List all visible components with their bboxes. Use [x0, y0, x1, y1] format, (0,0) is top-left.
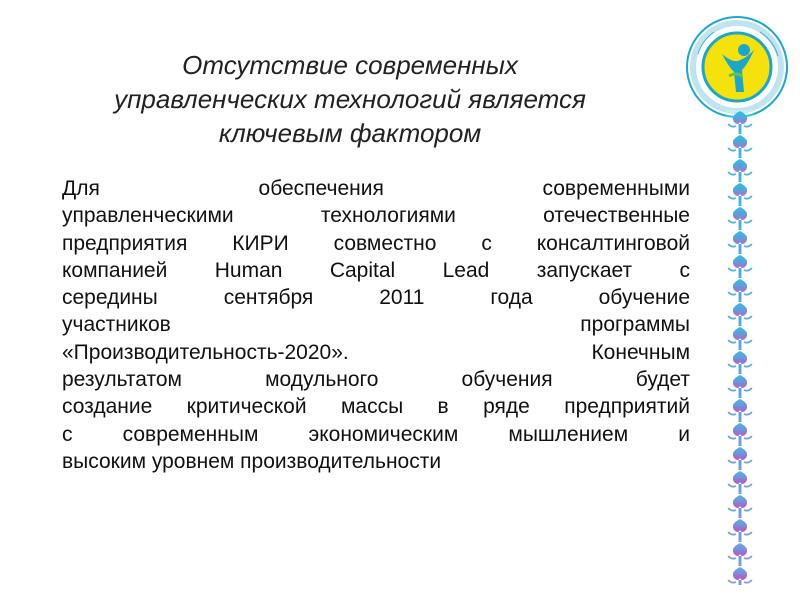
body-line-11: высоким уровнем производительности [62, 449, 442, 473]
body-line-4: компанией Human Capital Lead запускает с [62, 258, 690, 282]
organization-emblem-icon [684, 14, 790, 120]
body-line-7: «Производительность-2020». Конечным [62, 340, 690, 364]
title-line-3: ключевым фактором [218, 118, 482, 148]
body-line-3: предприятия КИРИ совместно с консалтинговой [62, 231, 690, 255]
body-line-8: результатом модульного обучения будет [62, 368, 690, 392]
body-line-6: участников программы [62, 313, 690, 337]
title-line-2: управленческих технологий является [114, 84, 586, 114]
body-line-10: с современным экономическим мышлением и [62, 422, 690, 446]
ornament-border-icon [726, 110, 754, 585]
body-line-9: создание критической массы в ряде предприятий [62, 395, 690, 419]
slide-title [40, 48, 660, 150]
body-line-2: управленческими технологиями отечественные [62, 204, 690, 228]
body-line-5: середины сентября 2011 года обучение [62, 286, 690, 310]
body-line-1: Для обеспечения современными [62, 177, 690, 200]
body-paragraph [62, 175, 690, 475]
title-line-1: Отсутствие современных [182, 50, 518, 80]
